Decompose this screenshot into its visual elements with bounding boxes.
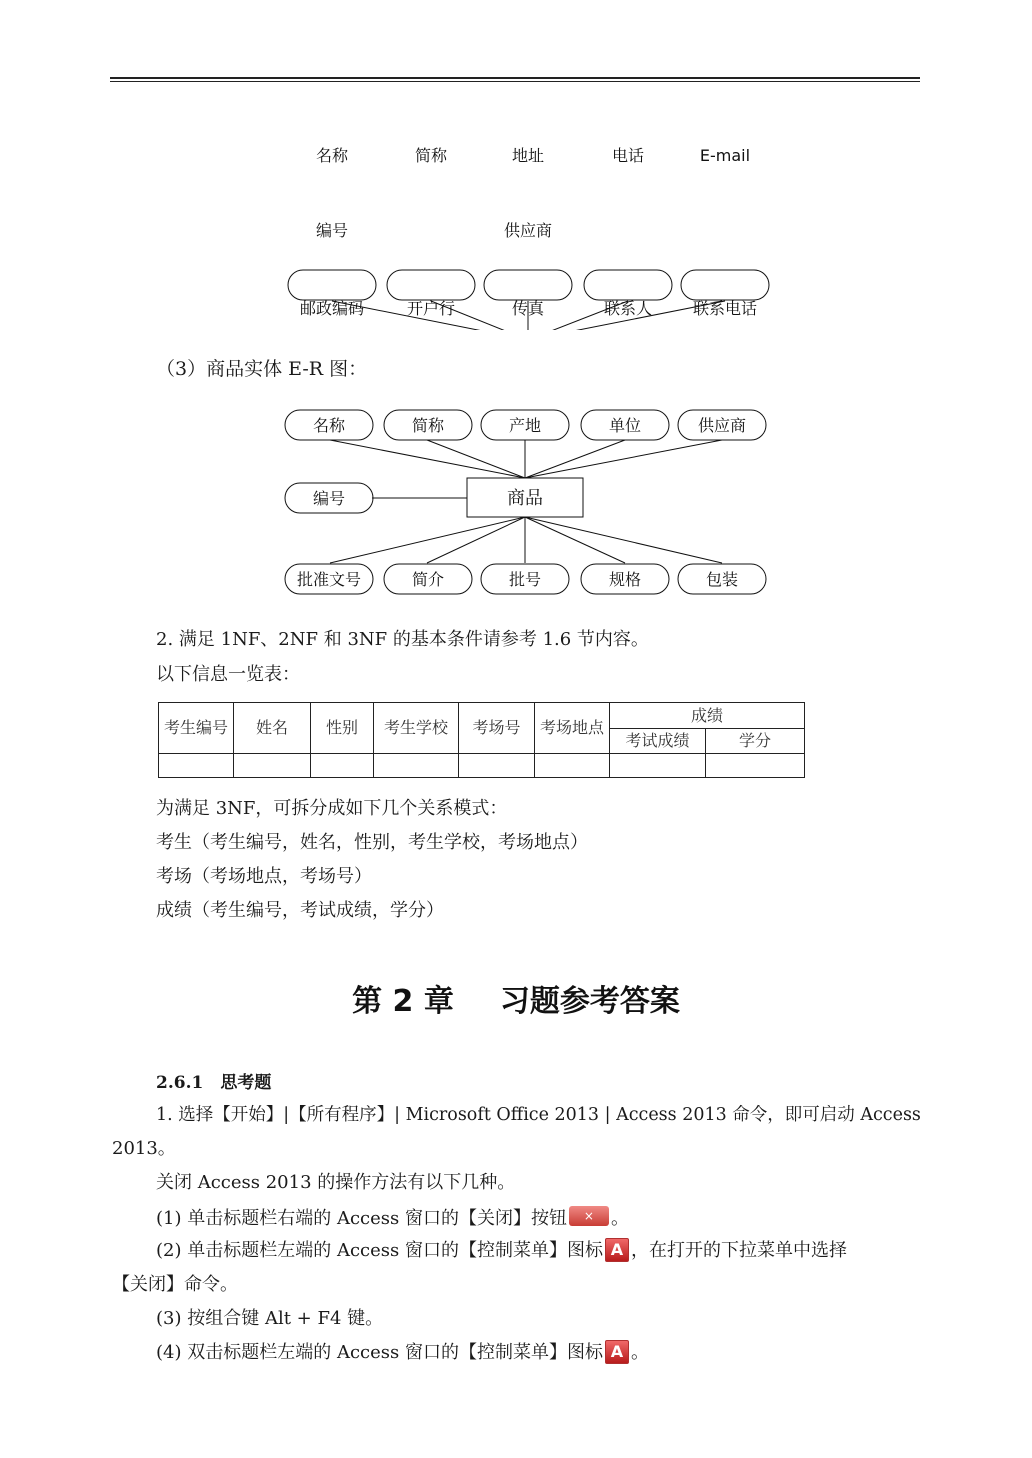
table-header: 考生学校 [374, 703, 459, 754]
close-button-icon: × [569, 1206, 609, 1226]
table-header: 姓名 [234, 703, 311, 754]
er1-top-attr: 电话 [611, 146, 645, 165]
er2-top-attr: 供应商 [697, 416, 747, 435]
relation-item: 考场（考场地点，考场号） [156, 866, 372, 887]
table-group-header: 成绩 [610, 703, 805, 729]
method-4-end: 。 [630, 1342, 649, 1363]
close-methods-intro: 关闭 Access 2013 的操作方法有以下几种。 [156, 1172, 516, 1193]
method-4 [156, 1340, 649, 1366]
er1-bottom-attr: 联系电话 [692, 299, 758, 318]
er2-left-attr: 编号 [312, 489, 346, 508]
er2-bottom-attr: 简介 [411, 570, 445, 589]
er1-top-attr: 简称 [414, 146, 448, 165]
method-1 [156, 1206, 629, 1232]
table-header: 性别 [311, 703, 374, 754]
method-2-text-cont: ，在打开的下拉菜单中选择 [630, 1240, 847, 1261]
er1-top-attr: E-mail [699, 146, 751, 165]
q1-line1: 1. 选择【开始】|【所有程序】| Microsoft Office 2013 | Access 2013 命令，即可启动 Access [156, 1105, 921, 1125]
er1-left-attr: 编号 [315, 221, 349, 240]
method-1-text: (1) 单击标题栏右端的 Access 窗口的【关闭】按钮 [156, 1208, 567, 1229]
q1-line2: 2013。 [112, 1138, 176, 1159]
relation-item: 成绩（考生编号，考试成绩，学分） [156, 900, 444, 921]
method-3: (3) 按组合键 Alt + F4 键。 [156, 1308, 384, 1329]
decomposition-intro: 为满足 3NF，可拆分成如下几个关系模式： [156, 798, 508, 819]
er2-heading: （3）商品实体 E-R 图： [156, 358, 368, 380]
er1-top-attr: 名称 [315, 146, 349, 165]
er1-bottom-attr: 邮政编码 [299, 299, 365, 318]
table-sub-header: 考试成绩 [610, 729, 706, 754]
table-row [159, 754, 805, 778]
relation-item: 考生（考生编号，姓名，性别，考生学校，考场地点） [156, 832, 588, 853]
er1-bottom-attr: 传真 [511, 299, 545, 318]
er1-bottom-attr: 联系人 [603, 299, 653, 318]
er2-top-attr: 产地 [508, 416, 542, 435]
access-control-menu-icon: A [605, 1238, 629, 1262]
product-er-diagram [0, 0, 1032, 610]
method-4-text: (4) 双击标题栏左端的 Access 窗口的【控制菜单】图标 [156, 1342, 603, 1363]
table-intro: 以下信息一览表： [156, 664, 300, 685]
method-2-continued: 【关闭】命令。 [112, 1274, 238, 1295]
er2-bottom-attr: 批准文号 [296, 570, 362, 589]
table-header: 考场地点 [535, 703, 610, 754]
er2-bottom-attr: 规格 [608, 570, 642, 589]
chapter-number: 第 2 章 [352, 984, 454, 1019]
er1-entity: 供应商 [503, 221, 553, 240]
exam-info-table [158, 702, 805, 778]
method-2 [156, 1238, 847, 1264]
table-sub-header: 学分 [706, 729, 805, 754]
er2-bottom-attr: 包装 [705, 570, 739, 589]
er2-top-attr: 单位 [608, 416, 642, 435]
section-heading: 2.6.1 思考题 [156, 1073, 272, 1093]
er1-top-attr: 地址 [511, 146, 545, 165]
chapter-heading [0, 976, 1032, 1020]
table-header: 考场号 [459, 703, 535, 754]
access-control-menu-icon: A [605, 1340, 629, 1364]
method-2-text: (2) 单击标题栏左端的 Access 窗口的【控制菜单】图标 [156, 1240, 603, 1261]
method-1-end: 。 [610, 1208, 629, 1229]
er2-top-attr: 简称 [411, 416, 445, 435]
er2-top-attr: 名称 [312, 416, 346, 435]
er2-bottom-attr: 批号 [508, 570, 542, 589]
chapter-title: 习题参考答案 [499, 984, 680, 1019]
table-header: 考生编号 [159, 703, 234, 754]
er1-bottom-attr: 开户行 [406, 299, 456, 318]
er2-entity: 商品 [507, 488, 543, 509]
nf-paragraph: 2. 满足 1NF、2NF 和 3NF 的基本条件请参考 1.6 节内容。 [156, 629, 649, 650]
